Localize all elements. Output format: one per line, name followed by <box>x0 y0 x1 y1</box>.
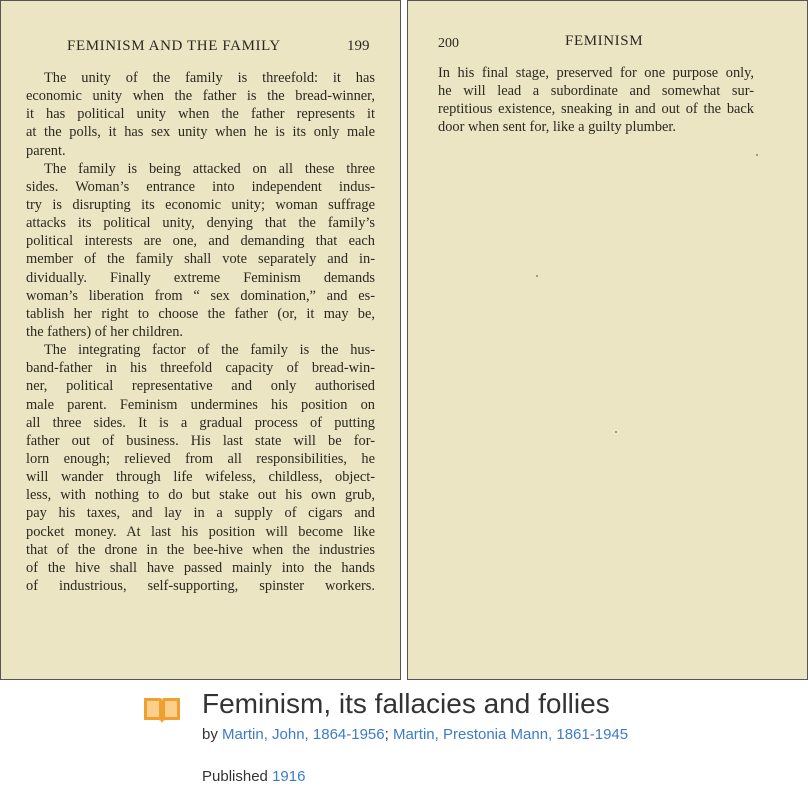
text-line: In his final stage, preserved for one purpose only, <box>438 65 754 81</box>
book-title[interactable]: Feminism, its fallacies and follies <box>202 688 610 719</box>
text-line: father out of business. His last state will be for- <box>26 432 375 449</box>
text-line: of industrious, self-supporting, spinster workers. <box>26 577 375 594</box>
right-page-text <box>438 64 754 137</box>
text-line: The family is being attacked on all these three <box>44 160 375 177</box>
paper-speck <box>615 431 617 433</box>
left-running-title: FEMINISM AND THE FAMILY <box>67 38 281 54</box>
text-line: he will lead a subordinate and somewhat sur- <box>438 83 754 100</box>
by-label: by <box>202 726 218 743</box>
left-page-text <box>26 69 375 595</box>
text-line: pocket money. At last his position will become like <box>26 523 375 540</box>
text-line: all three sides. It is a gradual process of putting <box>26 414 375 431</box>
text-line: political interests are one, and demanding that each <box>26 233 375 250</box>
text-line: sides. Woman’s entrance into independent indus- <box>26 178 375 195</box>
text-line: The unity of the family is threefold: it has <box>44 70 375 86</box>
paper-speck <box>536 275 538 277</box>
text-line: less, with nothing to do but stake out his own grub, <box>26 487 375 504</box>
text-line: dividually. Finally extreme Feminism demands <box>26 269 375 286</box>
text-line: parent. <box>26 142 66 159</box>
text-line: door when sent for, like a guilty plumber. <box>438 119 677 136</box>
right-running-title: FEMINISM <box>565 33 644 49</box>
published-year-link[interactable]: 1916 <box>272 768 306 785</box>
text-line: tablish her right to choose the father (or, it may be, <box>26 305 375 322</box>
text-line: The integrating factor of the family is the hus- <box>44 342 375 359</box>
text-line: reptitious existence, sneaking in and out of the back <box>438 101 754 118</box>
text-line: attacks its political unity, denying that the family’s <box>26 215 375 232</box>
text-line: male parent. Feminism undermines his position on <box>26 396 375 413</box>
right-page-number: 200 <box>438 36 459 51</box>
paper-speck <box>756 154 758 156</box>
author-separator: ; <box>384 726 389 743</box>
byline <box>202 726 628 743</box>
published-label: Published <box>202 768 268 785</box>
text-line: band-father in his threefold capacity of bread-win- <box>26 360 375 377</box>
text-line: will wander through life wifeless, childless, object- <box>26 469 375 486</box>
author-link[interactable]: Martin, Prestonia Mann, 1861-1945 <box>392 726 629 743</box>
text-line: try is disrupting its economic unity; woman suffrage <box>26 196 375 213</box>
text-line: economic unity when the father is the bread-winner, <box>26 88 375 105</box>
text-line: at the polls, it has sex unity when he is its only male <box>26 124 375 141</box>
right-page <box>407 0 808 680</box>
text-line: lorn enough; relieved from all responsibilities, he <box>26 450 375 467</box>
text-line: the fathers) of her children. <box>26 323 184 340</box>
text-line: pay his taxes, and lay in a supply of cigars and <box>26 505 375 522</box>
text-line: of the hive shall have passed mainly into the hands <box>26 559 375 576</box>
author-link[interactable]: Martin, John, 1864-1956 <box>222 726 385 743</box>
published-line <box>202 768 305 785</box>
text-line: it has political unity when the father represents it <box>26 106 375 123</box>
text-line: that of the drone in the bee-hive when the industries <box>26 541 375 558</box>
text-line: woman’s liberation from “ sex domination,” and es- <box>26 287 375 304</box>
left-page <box>0 0 401 680</box>
left-page-number: 199 <box>347 38 370 54</box>
text-line: member of the family shall vote separately and in- <box>26 251 375 268</box>
text-line: ner, political representative and only authorised <box>26 378 375 395</box>
open-book-icon <box>142 696 182 724</box>
